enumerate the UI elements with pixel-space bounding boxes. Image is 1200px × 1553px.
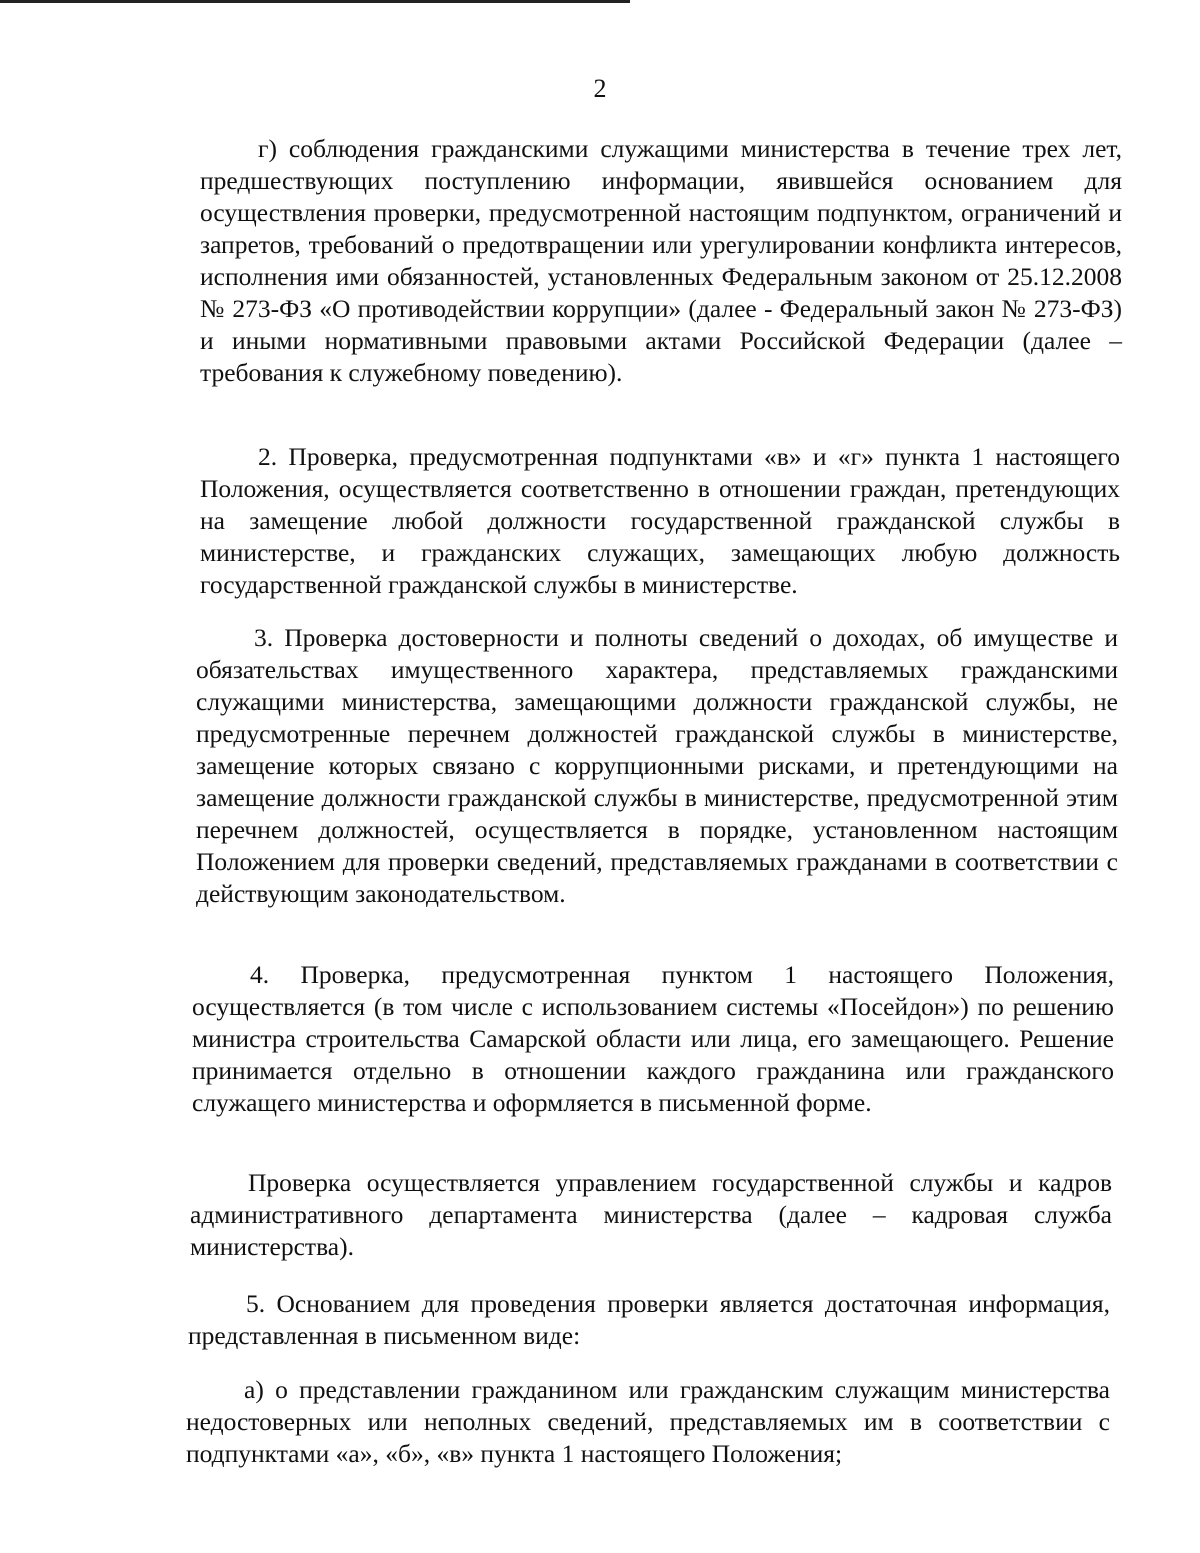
paragraph-point-3: 3. Проверка достоверности и полноты сведений о доходах, об имуществе и обязательствах имущественного характера, представляемых гражданскими служащими министерства, замещающими должности гражданской службы, не предусмотренные перечнем должностей гражданской службы в министерстве, замещение которых связано с коррупционными рисками, и претендующими на замещение должности гражданской службы в министерстве, предусмотренной этим перечнем должностей, осуществляется в порядке, установленном настоящим Положением для проверки сведений, представляемых гражданами в соответствии с действующим законодательством.	[196, 623, 1118, 908]
paragraph-point-4: 4. Проверка, предусмотренная пунктом 1 настоящего Положения, осуществляется (в том числе с использованием системы «Посейдон») по решению министра строительства Самарской области или лица, его замещающего. Решение принимается отдельно в отношении каждого гражданина или гражданского служащего министерства и оформляется в письменной форме.	[192, 960, 1114, 1117]
paragraph-subpoint-g: г) соблюдения гражданскими служащими министерства в течение трех лет, предшествующих поступлению информации, явившейся основанием для осуществления проверки, предусмотренной настоящим подпунктом, ограничений и запретов, требований о предотвращении или урегулировании конфликта интересов, исполнения ими обязанностей, установленных Федеральным законом от 25.12.2008 № 273-ФЗ «О противодействии коррупции» (далее - Федеральный закон № 273-ФЗ) и иными нормативными правовыми актами Российской Федерации (далее – требования к служебному поведению).	[200, 134, 1122, 387]
page-number: 2	[593, 74, 607, 103]
paragraph-point-2: 2. Проверка, предусмотренная подпунктами «в» и «г» пункта 1 настоящего Положения, осуществляется соответственно в отношении граждан, претендующих на замещение любой должности государственной гражданской службы в министерстве, и гражданских служащих, замещающих любую должность государственной гражданской службы в министерстве.	[200, 442, 1120, 599]
paragraph-point-5-subpoint-a: а) о представлении гражданином или гражданским служащим министерства недостоверных или неполных сведений, представляемых им в соответствии с подпунктами «а», «б», «в» пункта 1 настоящего Положения;	[186, 1375, 1110, 1468]
paragraph-point-4-continued: Проверка осуществляется управлением государственной службы и кадров административного департамента министерства (далее – кадровая служба министерства).	[190, 1168, 1112, 1261]
paragraph-point-5: 5. Основанием для проведения проверки является достаточная информация, представленная в письменном виде:	[188, 1289, 1110, 1350]
top-border-line	[0, 0, 630, 3]
